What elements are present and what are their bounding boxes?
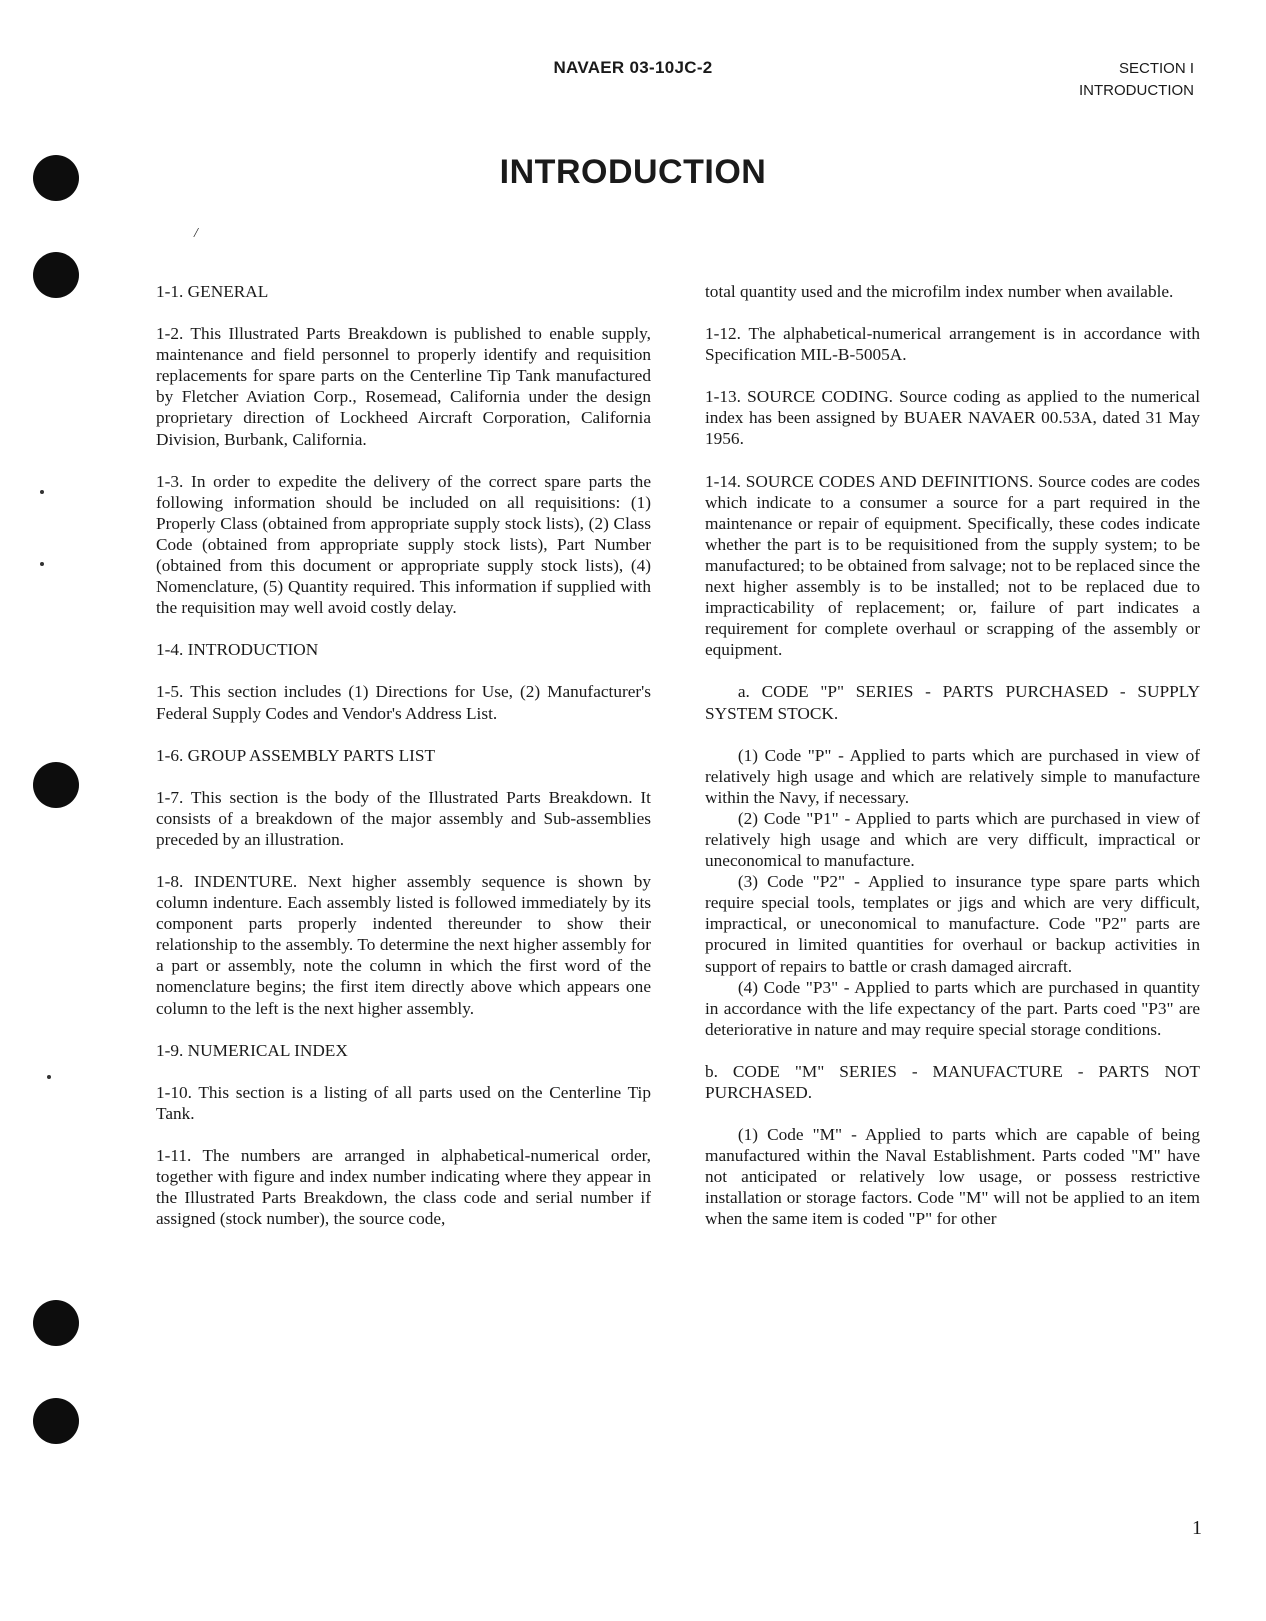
code-m-series-heading: b. CODE "M" SERIES - MANUFACTURE - PARTS NOT PURCHASED. — [705, 1061, 1200, 1102]
code-m-item: (1) Code "M" - Applied to parts which are capable of being manufactured within the Naval Establishment. Parts coded "M" have not anticipated or relatively low usage, or possess restrictive installation or storage factors. Code "M" will not be applied to an item when the same item is coded "P" for other — [705, 1125, 1200, 1229]
margin-dot — [47, 1075, 51, 1079]
page-number: 1 — [1192, 1517, 1202, 1539]
paragraph-1-6: 1-6. GROUP ASSEMBLY PARTS LIST — [156, 745, 436, 765]
page-title: INTRODUCTION — [499, 153, 767, 191]
paragraph-1-9: 1-9. NUMERICAL INDEX — [156, 1040, 348, 1060]
section-label — [1079, 58, 1194, 102]
section-number: SECTION I — [1118, 60, 1194, 77]
paragraph-1-4: 1-4. INTRODUCTION — [156, 640, 319, 660]
paragraph-1-8: 1-8. INDENTURE. Next higher assembly sequence is shown by column indenture. Each assembly listed is followed immediately by its component parts properly indented thereunder to show their relationship to the assembly. To determine the next higher assembly for a part or assembly, note the column in which the first word of the nomenclature begins; the first item directly above which appears one column to the left is the next higher assembly. — [156, 871, 651, 1018]
margin-dot — [40, 490, 44, 494]
binder-hole — [33, 252, 79, 298]
document-number: NAVAER 03-10JC-2 — [553, 58, 713, 77]
code-p-series-heading: a. CODE "P" SERIES - PARTS PURCHASED - SUPPLY SYSTEM STOCK. — [705, 682, 1200, 723]
paragraph-1-13: 1-13. SOURCE CODING. Source coding as applied to the numerical index has been assigned by BUAER NAVAER 00.53A, dated 31 May 1956. — [705, 387, 1200, 449]
paragraph-1-11-continued: total quantity used and the microfilm index number when available. — [705, 282, 1174, 301]
paragraph-1-2: 1-2. This Illustrated Parts Breakdown is published to enable supply, maintenance and field personnel to properly identify and requisition replacements for spare parts on the Centerline Tip Tank manufactured by Fletcher Aviation Corp., Rosemead, California under the design proprietary direction of Lockheed Aircraft Corporation, California Division, Burbank, California. — [156, 324, 651, 449]
paragraph-1-5: 1-5. This section includes (1) Directions for Use, (2) Manufacturer's Federal Supply Codes and Vendor's Address List. — [156, 682, 651, 723]
code-p1-item: (2) Code "P1" - Applied to parts which are purchased in view of relatively high usage and which are very difficult, impractical or uneconomical to manufacture. — [705, 808, 1200, 871]
paragraph-1-10: 1-10. This section is a listing of all parts used on the Centerline Tip Tank. — [156, 1082, 651, 1123]
code-p2-item: (3) Code "P2" - Applied to insurance type spare parts which require special tools, templates or jigs and which are very difficult, impractical, or uneconomical to manufacture. Code "P2" parts are procured in limited quantities for overhaul or backup activities in support of repairs to battle or crash damaged aircraft. — [705, 872, 1200, 976]
code-p3-item: (4) Code "P3" - Applied to parts which are purchased in quantity in accordance with the life expectancy of the part. Parts coed "P3" are deteriorative in nature and may require special storage conditions. — [705, 977, 1200, 1039]
paragraph-1-12: 1-12. The alphabetical-numerical arrangement is in accordance with Specification MIL-B-5005A. — [705, 324, 1200, 365]
binder-hole — [33, 1398, 79, 1444]
paragraph-1-14: 1-14. SOURCE CODES AND DEFINITIONS. Source codes are codes which indicate to a consumer a source for a part required in the maintenance or repair of equipment. Specifically, these codes indicate whether the part is to be requisitioned from the supply system; to be manufactured; to be obtained from salvage; not to be replaced since the next higher assembly is to be installed; not to be replaced due to impracticability of replacement; or, failure of part indicates a requirement for complete overhaul or scrapping of the assembly or equipment. — [705, 471, 1200, 660]
right-column — [705, 281, 1200, 1251]
binder-hole — [33, 1300, 79, 1346]
paragraph-1-3: 1-3. In order to expedite the delivery of the correct spare parts the following information should be included on all requisitions: (1) Properly Class (obtained from appropriate supply stock lists), (2) Class Code (obtained from appropriate supply stock lists), Part Number (obtained from this document or appropriate supply stock lists), (4) Nomenclature, (5) Quantity required. This information if supplied with the requisition may well avoid costly delay. — [156, 471, 651, 618]
paragraph-1-11: 1-11. The numbers are arranged in alphabetical-numerical order, together with figure and index number indicating where they appear in the Illustrated Parts Breakdown, the class code and serial number if assigned (stock number), the source code, — [156, 1145, 651, 1229]
paragraph-1-7: 1-7. This section is the body of the Illustrated Parts Breakdown. It consists of a breakdown of the major assembly and Sub-assemblies preceded by an illustration. — [156, 787, 651, 849]
left-column — [156, 281, 651, 1250]
code-p-item: (1) Code "P" - Applied to parts which are purchased in view of relatively high usage and which are relatively simple to manufacture within the Navy, if necessary. — [705, 745, 1200, 807]
section-title: INTRODUCTION — [1079, 82, 1194, 99]
binder-hole — [33, 762, 79, 808]
stray-mark: / — [194, 226, 198, 241]
margin-dot — [40, 562, 44, 566]
paragraph-1-1: 1-1. GENERAL — [156, 282, 269, 301]
